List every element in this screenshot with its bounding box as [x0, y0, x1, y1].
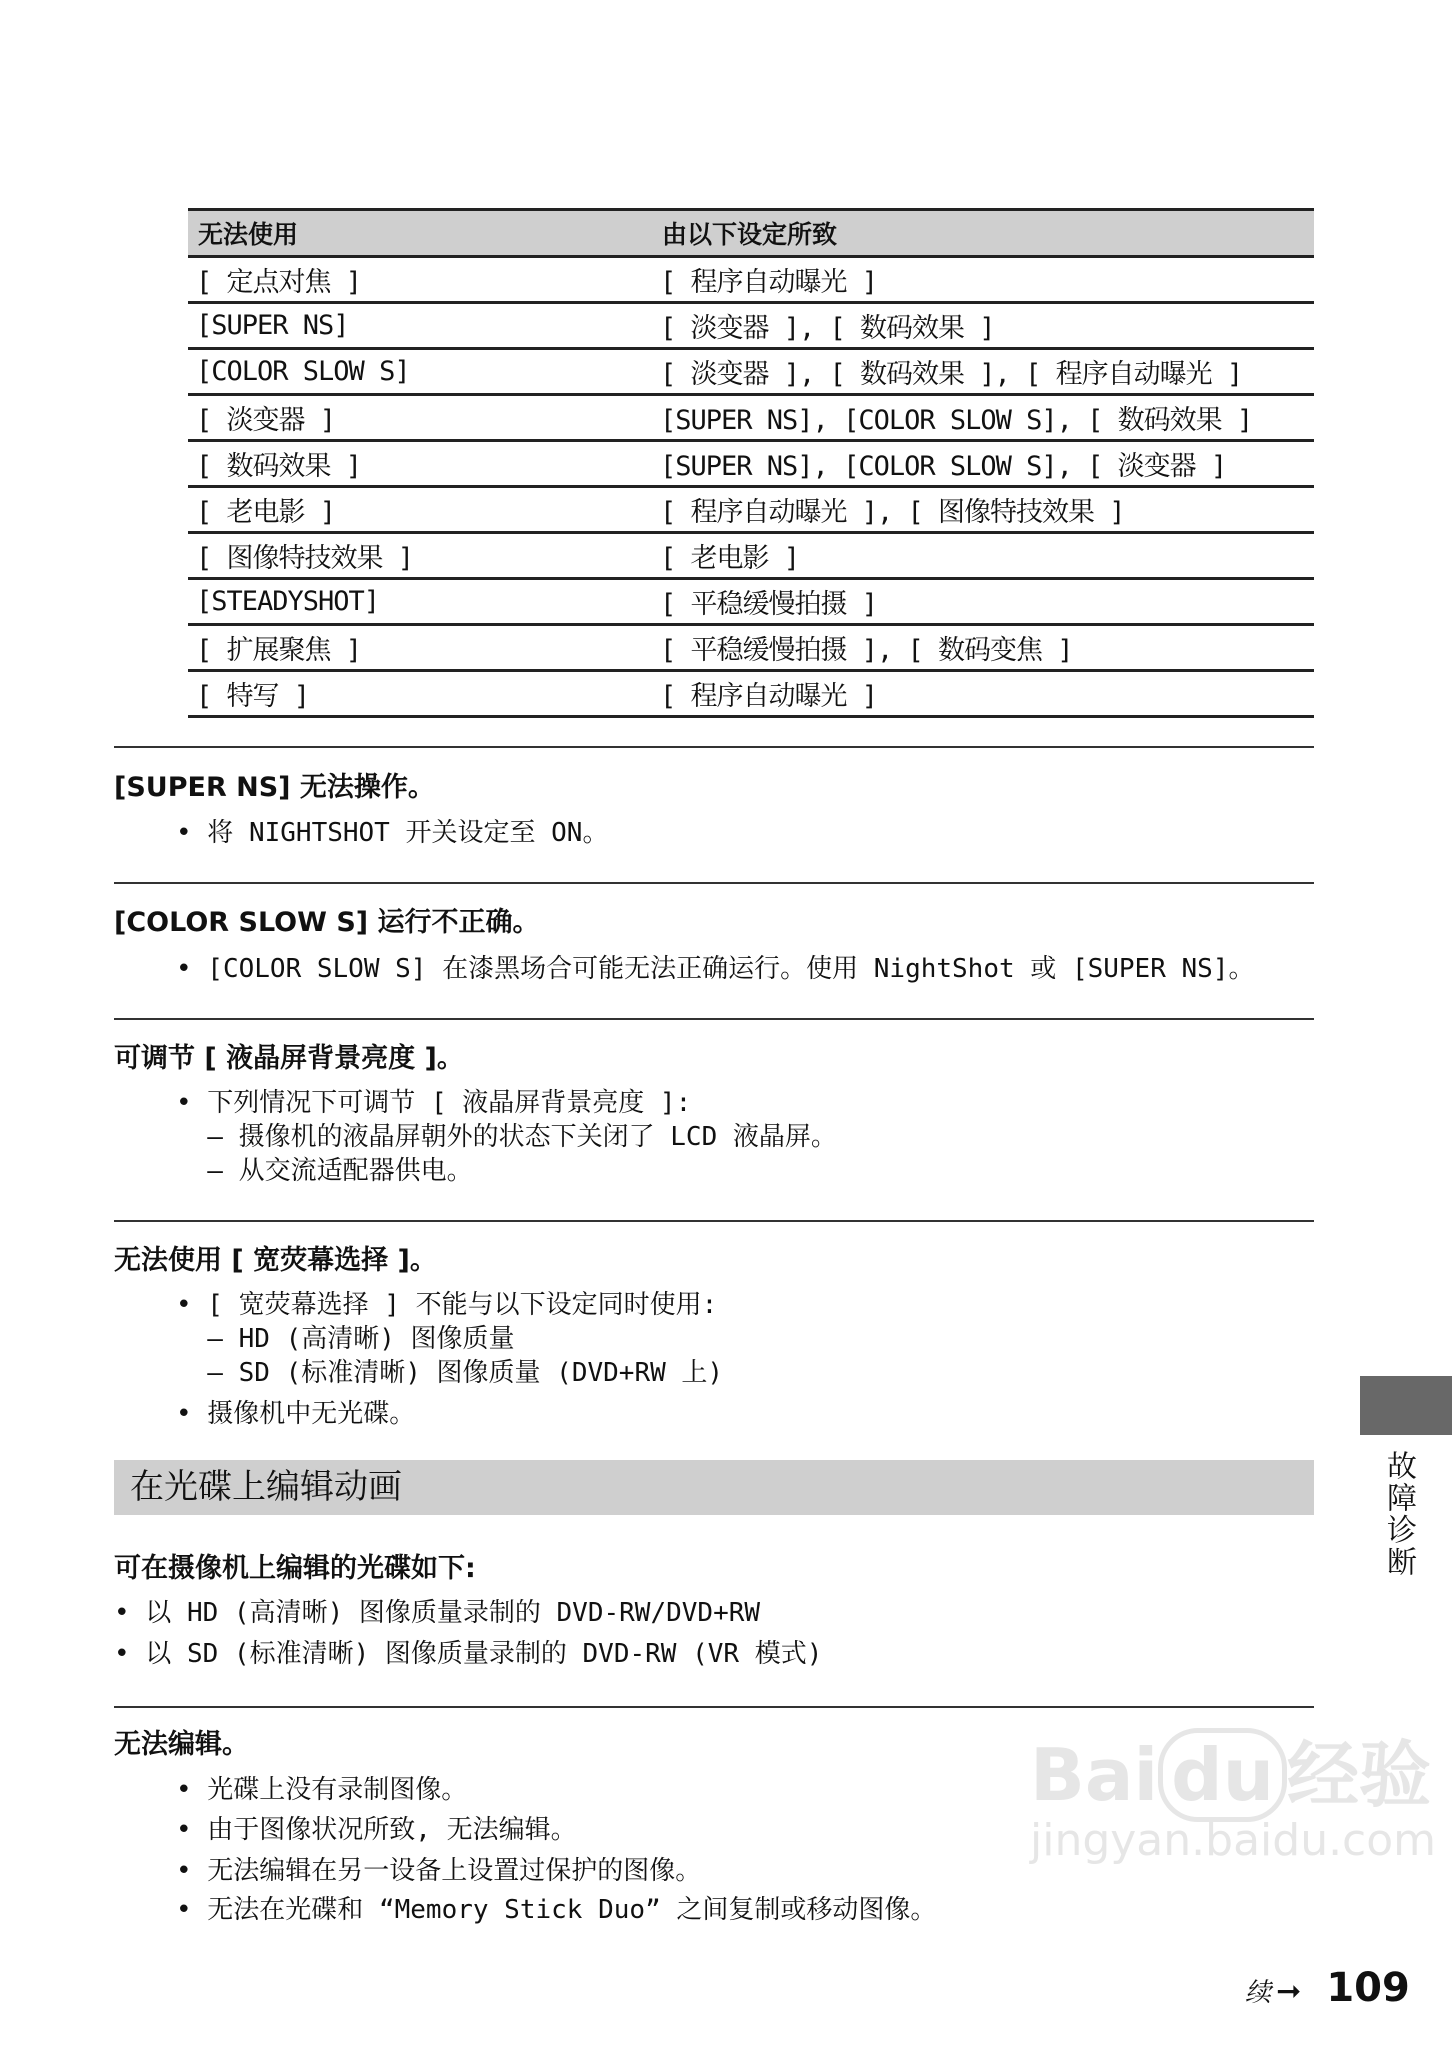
table-cell: [ 老电影 ]	[652, 533, 1314, 579]
sub-item: – 从交流适配器供电。	[176, 1156, 473, 1186]
table-header: 无法使用	[188, 210, 652, 257]
table-cell: [COLOR SLOW S]	[188, 349, 652, 395]
table-cell: [SUPER NS]	[188, 303, 652, 349]
table-cell: [ 淡变器 ], [ 数码效果 ], [ 程序自动曝光 ]	[652, 349, 1314, 395]
table-cell: [ 图像特技效果 ]	[188, 533, 652, 579]
sub-item: – 摄像机的液晶屏朝外的状态下关闭了 LCD 液晶屏。	[176, 1122, 837, 1152]
table-row	[188, 533, 1314, 579]
table-cell: [ 程序自动曝光 ], [ 图像特技效果 ]	[652, 487, 1314, 533]
table-row	[188, 671, 1314, 717]
bullet: • 下列情况下可调节 [ 液晶屏背景亮度 ]:	[176, 1088, 692, 1118]
divider	[114, 1018, 1314, 1020]
bullet: • [ 宽荧幕选择 ] 不能与以下设定同时使用:	[176, 1290, 718, 1320]
table-cell: [ 定点对焦 ]	[188, 257, 652, 303]
table-cell: [ 平稳缓慢拍摄 ]	[652, 579, 1314, 625]
section-heading: 无法使用 [ 宽荧幕选择 ]。	[114, 1245, 437, 1276]
table-cell: [STEADYSHOT]	[188, 579, 652, 625]
section-heading: [COLOR SLOW S] 运行不正确。	[114, 907, 540, 938]
bullet: • 以 HD (高清晰) 图像质量录制的 DVD-RW/DVD+RW	[114, 1598, 761, 1628]
divider	[114, 1706, 1314, 1708]
table-cell: [ 程序自动曝光 ]	[652, 257, 1314, 303]
table-row	[188, 303, 1314, 349]
table-row	[188, 395, 1314, 441]
table-row	[188, 349, 1314, 395]
table-cell: [ 程序自动曝光 ]	[652, 671, 1314, 717]
divider	[114, 882, 1314, 884]
table-row	[188, 257, 1314, 303]
table-row	[188, 487, 1314, 533]
table-cell: [ 淡变器 ], [ 数码效果 ]	[652, 303, 1314, 349]
arrow-right-icon: ➞	[1276, 1974, 1302, 2009]
continued-label: 续	[1245, 1978, 1272, 2008]
table-cell: [ 数码效果 ]	[188, 441, 652, 487]
bullet: • 将 NIGHTSHOT 开关设定至 ON。	[176, 818, 609, 848]
section-heading: 无法编辑。	[114, 1729, 249, 1760]
page-number: 109	[1326, 1965, 1410, 2011]
table-cell: [SUPER NS], [COLOR SLOW S], [ 淡变器 ]	[652, 441, 1314, 487]
section-heading: 可调节 [ 液晶屏背景亮度 ]。	[114, 1043, 464, 1074]
table-row	[188, 579, 1314, 625]
table-cell: [ 淡变器 ]	[188, 395, 652, 441]
table-cell: [ 老电影 ]	[188, 487, 652, 533]
baidu-watermark: Bai du 经验 jingyan.baidu.com	[1030, 1735, 1436, 1866]
page-footer	[1245, 1965, 1410, 2011]
bullet: • 无法编辑在另一设备上设置过保护的图像。	[176, 1856, 702, 1886]
chapter-label: 故障诊断	[1381, 1450, 1416, 1578]
section-heading: [SUPER NS] 无法操作。	[114, 772, 435, 803]
bullet: • 以 SD (标准清晰) 图像质量录制的 DVD-RW (VR 模式)	[114, 1639, 823, 1669]
bullet: • [COLOR SLOW S] 在漆黑场合可能无法正确运行。使用 NightShot 或 [SUPER NS]。	[176, 954, 1255, 984]
sub-item: – SD (标准清晰) 图像质量 (DVD+RW 上)	[176, 1358, 724, 1388]
sub-item: – HD (高清晰) 图像质量	[176, 1324, 515, 1354]
chapter-tab	[1360, 1376, 1452, 1435]
table-cell: [ 平稳缓慢拍摄 ], [ 数码变焦 ]	[652, 625, 1314, 671]
bullet: • 摄像机中无光碟。	[176, 1399, 416, 1429]
table-cell: [ 扩展聚焦 ]	[188, 625, 652, 671]
divider	[114, 1220, 1314, 1222]
table-row	[188, 625, 1314, 671]
incompatible-functions-table	[188, 208, 1314, 718]
bullet: • 光碟上没有录制图像。	[176, 1775, 468, 1805]
divider	[114, 746, 1314, 748]
section-heading: 可在摄像机上编辑的光碟如下:	[114, 1553, 476, 1584]
table-row	[188, 441, 1314, 487]
bullet: • 由于图像状况所致, 无法编辑。	[176, 1815, 577, 1845]
table-cell: [SUPER NS], [COLOR SLOW S], [ 数码效果 ]	[652, 395, 1314, 441]
section-title-bar: 在光碟上编辑动画	[114, 1460, 1314, 1515]
table-header: 由以下设定所致	[652, 210, 1314, 257]
bullet: • 无法在光碟和 “Memory Stick Duo” 之间复制或移动图像。	[176, 1895, 937, 1925]
table-cell: [ 特写 ]	[188, 671, 652, 717]
